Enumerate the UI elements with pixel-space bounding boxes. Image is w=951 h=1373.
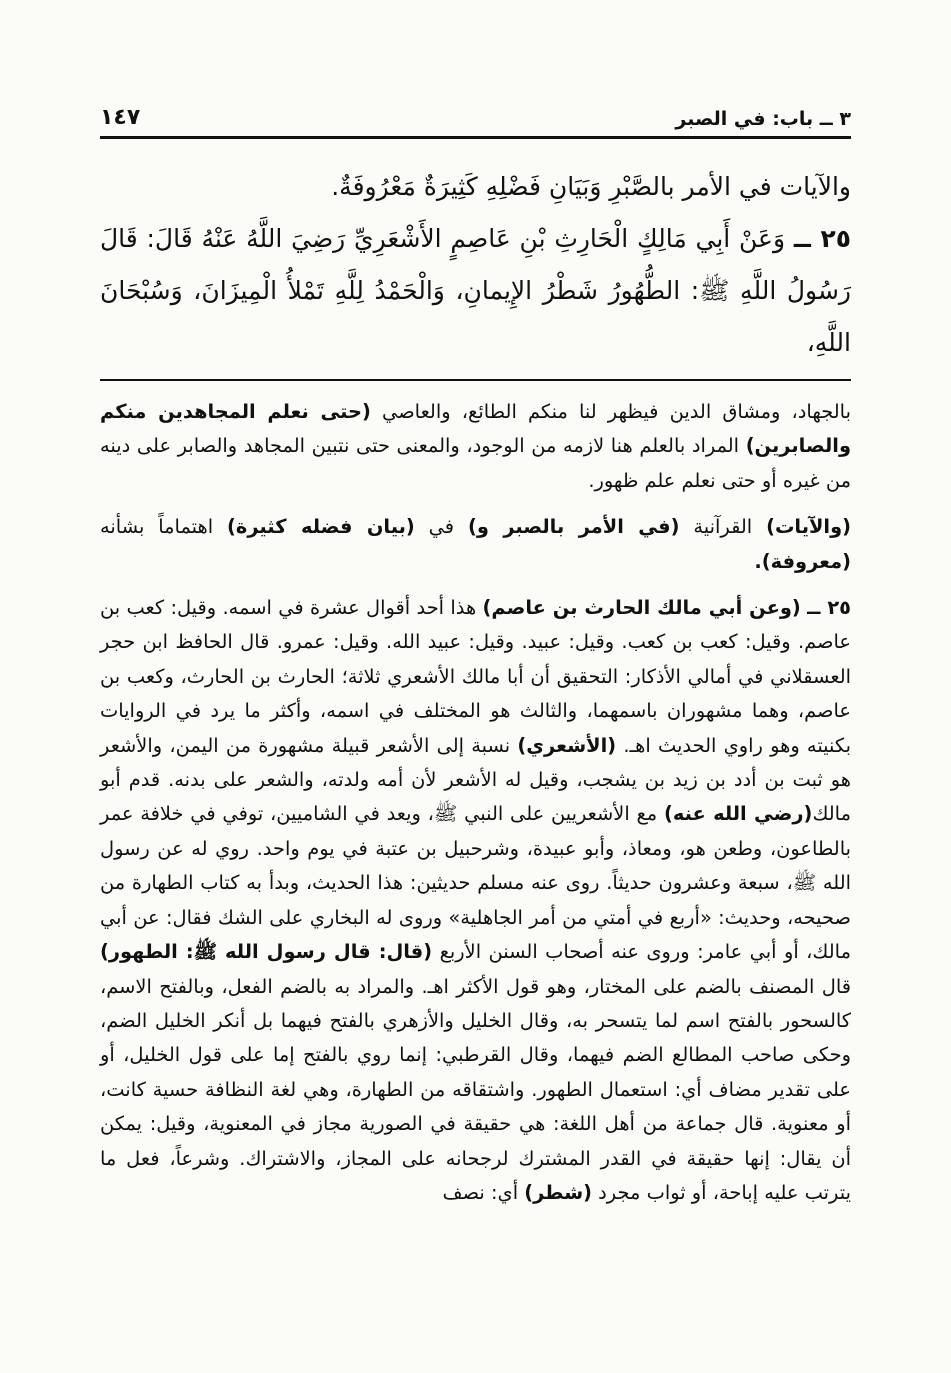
- c3-quote-g: (قال: قال رسول الله ﷺ: الطهور): [100, 940, 433, 964]
- c3-text-f: مع الأشعريين على النبي ﷺ، ويعد في الشاميين، توفي في خلافة عمر بالطاعون، وطعن هو، ومعاذ، وأبو عبيدة، وشرحبيل بن عتبة في يوم واحد. روي له عن رسول الله ﷺ، سبعة وعشرون حديثاً. روى عنه مسلم حديثين: هذا الحديث، وبدأ به كتاب الطهارة من صحيحه، وحديث: «أربع في أمتي من أمر الجاهلية» وروى له البخاري على الشك فقال: عن أبي مالك، أو أبي عامر: وروى عنه أصحاب السنن الأربع: [100, 802, 851, 964]
- footnote-rule: [100, 379, 851, 381]
- header-rule: [100, 136, 851, 139]
- page-header: [100, 88, 851, 130]
- c3-quote-e: (رضي الله عنه): [663, 802, 813, 826]
- c3-text-b: هذا أحد أقوال عشرة في اسمه. وقيل: كعب بن عاصم. وقيل: كعب بن كعب. وقيل: عبيد. وقيل: عبيد الله. وقيل: عمرو. قال الحافظ ابن حجر العسقلاني في أمالي الأذكار: التحقيق أن أبا مالك الأشعري ثلاثة؛ الحارث بن الحارث، وكعب بن عاصم، وهما مشهوران باسمهما، والثالث هو المختلف في اسمه، وأكثر ما يرد في الروايات بكنيته وهو راوي الحديث اهـ.: [100, 596, 851, 757]
- page-number: ١٤٧: [100, 105, 141, 130]
- main-text: [100, 161, 851, 369]
- hadith-number: ٢٥ ــ: [793, 224, 851, 253]
- c3-text-j: أي: نصف: [442, 1180, 519, 1204]
- c1-quote: (حتى نعلم المجاهدين منكم والصابرين): [100, 400, 851, 458]
- c3-quote-i: (شطر): [524, 1180, 592, 1204]
- c1-text-a: بالجهاد، ومشاق الدين فيظهر لنا منكم الطائع، والعاصي: [382, 400, 851, 423]
- commentary-paragraph-3: [100, 591, 851, 1210]
- c3-number: ٢٥ ــ: [807, 596, 851, 620]
- c2-quote-a: (والآيات): [766, 515, 851, 539]
- main-paragraph-1: والآيات في الأمر بالصَّبْرِ وَبَيَانِ فَضْلِهِ كَثِيرَةٌ مَعْرُوفَةٌ.: [331, 172, 851, 201]
- running-head: ٣ ــ باب: في الصبر: [675, 108, 851, 130]
- c3-text-h: قال المصنف بالضم على المختار، وهو قول الأكثر اهـ. والمراد به بالضم الفعل، وبالفتح الاسم، كالسحور بالفتح اسم لما يتسحر به، وقال الخليل والأزهري بالفتح فيهما بل أنكر الخليل الضم، وحكى صاحب المطالع الضم فيهما، وقال القرطبي: إنما روي بالفتح إما على قول الخليل، أو على تقدير مضاف أي: استعمال الطهور. واشتقاقه من الطهارة، وهي لغة النظافة حسية كانت، أو معنوية. قال جماعة من أهل اللغة: هي حقيقة في الصورية مجاز في المعنوية، وقيل: يمكن أن يقال: إنها حقيقة في القدر المشترك لرجحانه على المجاز، والاشتراك. وشرعاً، فعل ما يترتب عليه إباحة، أو ثواب مجرد: [100, 974, 851, 1204]
- hadith-text: وَعَنْ أَبِي مَالِكٍ الْحَارِثِ بْنِ عَاصِمٍ الأَشْعَرِيِّ رَضِيَ اللَّهُ عَنْهُ قَالَ: قَالَ رَسُولُ اللَّهِ ﷺ: الطُّهُورُ شَطْرُ الإِيمانِ، وَالْحَمْدُ لِلَّهِ تَمْلأُ الْمِيزَانَ، وَسُبْحَانَ اللَّهِ،: [100, 224, 851, 357]
- c2-text-d: في: [428, 515, 455, 539]
- c2-quote-e: (بيان فضله كثيرة): [227, 515, 415, 539]
- commentary: [100, 395, 851, 1210]
- c3-text-d: نسبة إلى الأشعر قبيلة مشهورة من اليمن، والأشعر هو ثبت بن أدد بن زيد بن يشجب، وقيل له الأشعر لأن أمه ولدته، والشعر على بدنه. قدم أبو مالك: [100, 733, 851, 826]
- c1-text-c: المراد بالعلم هنا لازمه من الوجود، والمعنى حتى نتبين المجاهد والصابر على دينه من غيره أو حتى نعلم علم ظهور.: [100, 434, 851, 492]
- c2-text-b: القرآنية: [693, 515, 753, 539]
- commentary-paragraph-2: [100, 510, 851, 579]
- c3-quote-a: (وعن أبي مالك الحارث بن عاصم): [482, 596, 801, 620]
- main-paragraph-2: [100, 213, 851, 369]
- c2-quote-g: (معروفة).: [754, 549, 851, 573]
- c2-text-f: اهتماماً بشأنه: [100, 515, 214, 539]
- c3-quote-c: (الأشعري): [517, 733, 617, 757]
- commentary-paragraph-1: [100, 395, 851, 498]
- c2-quote-c: (في الأمر بالصبر و): [467, 515, 680, 539]
